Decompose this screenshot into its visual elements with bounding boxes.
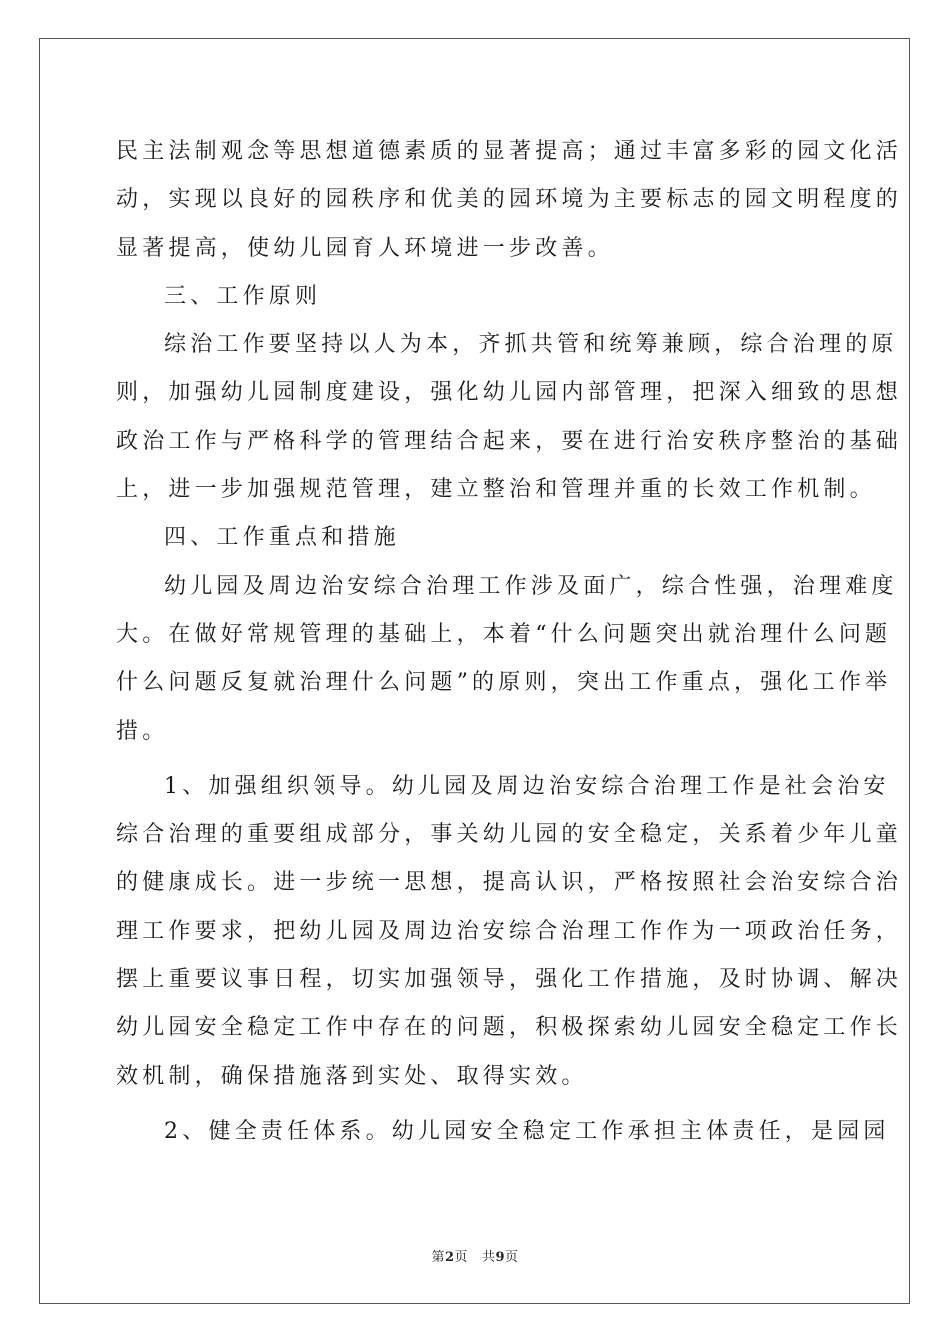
text-line: 什么问题反复就治理什么问题”的原则，突出工作重点，强化工作举 — [116, 670, 892, 696]
text-line: 幼儿园安全稳定工作中存在的问题，积极探索幼儿园安全稳定工作长 — [116, 1015, 903, 1041]
text-line: 综合治理的重要组成部分，事关幼儿园的安全稳定，关系着少年儿童 — [116, 822, 903, 848]
total-prefix: 共 — [481, 1250, 496, 1265]
text-line: 上，进一步加强规范管理，建立整治和管理并重的长效工作机制。 — [116, 477, 876, 503]
section-heading: 四、工作重点和措施 — [164, 525, 400, 551]
text-line: 大。在做好常规管理的基础上，本着“什么问题突出就治理什么问题 — [116, 621, 892, 647]
text-line: 摆上重要议事日程，切实加强领导，强化工作措施，及时协调、解决 — [116, 967, 903, 993]
text-line: 2、健全责任体系。幼儿园安全稳定工作承担主体责任，是园园 — [164, 1118, 890, 1144]
text-line: 的健康成长。进一步统一思想，提高认识，严格按照社会治安综合治 — [116, 870, 903, 896]
text-line: 显著提高，使幼儿园育人环境进一步改善。 — [116, 235, 614, 261]
text-line: 幼儿园及周边治安综合治理工作涉及面广，综合性强，治理难度 — [164, 573, 898, 599]
text-line: 综治工作要坚持以人为本，齐抓共管和统筹兼顾，综合治理的原 — [164, 332, 898, 358]
page-footer — [0, 1246, 950, 1265]
text-line: 政治工作与严格科学的管理结合起来，要在进行治安秩序整治的基础 — [116, 428, 903, 454]
text-line: 1、加强组织领导。幼儿园及周边治安综合治理工作是社会治安 — [164, 773, 890, 799]
document-body — [116, 128, 903, 1156]
text-line: 则，加强幼儿园制度建设，强化幼儿园内部管理，把深入细致的思想 — [116, 380, 903, 406]
text-line: 民主法制观念等思想道德素质的显著提高；通过丰富多彩的园文化活 — [116, 139, 903, 164]
text-line: 效机制，确保措施落到实处、取得实效。 — [116, 1063, 588, 1089]
total-page-number: 9 — [495, 1250, 506, 1265]
text-line: 理工作要求，把幼儿园及周边治安综合治理工作作为一项政治任务， — [116, 918, 903, 944]
current-page-number: 2 — [444, 1250, 455, 1265]
section-heading: 三、工作原则 — [164, 283, 322, 309]
page-prefix: 第 — [431, 1250, 445, 1265]
text-line: 措。 — [116, 718, 169, 744]
text-line: 动，实现以良好的园秩序和优美的园环境为主要标志的园文明程度的 — [116, 187, 903, 213]
total-unit: 页 — [505, 1250, 519, 1265]
page-unit: 页 — [454, 1250, 469, 1265]
